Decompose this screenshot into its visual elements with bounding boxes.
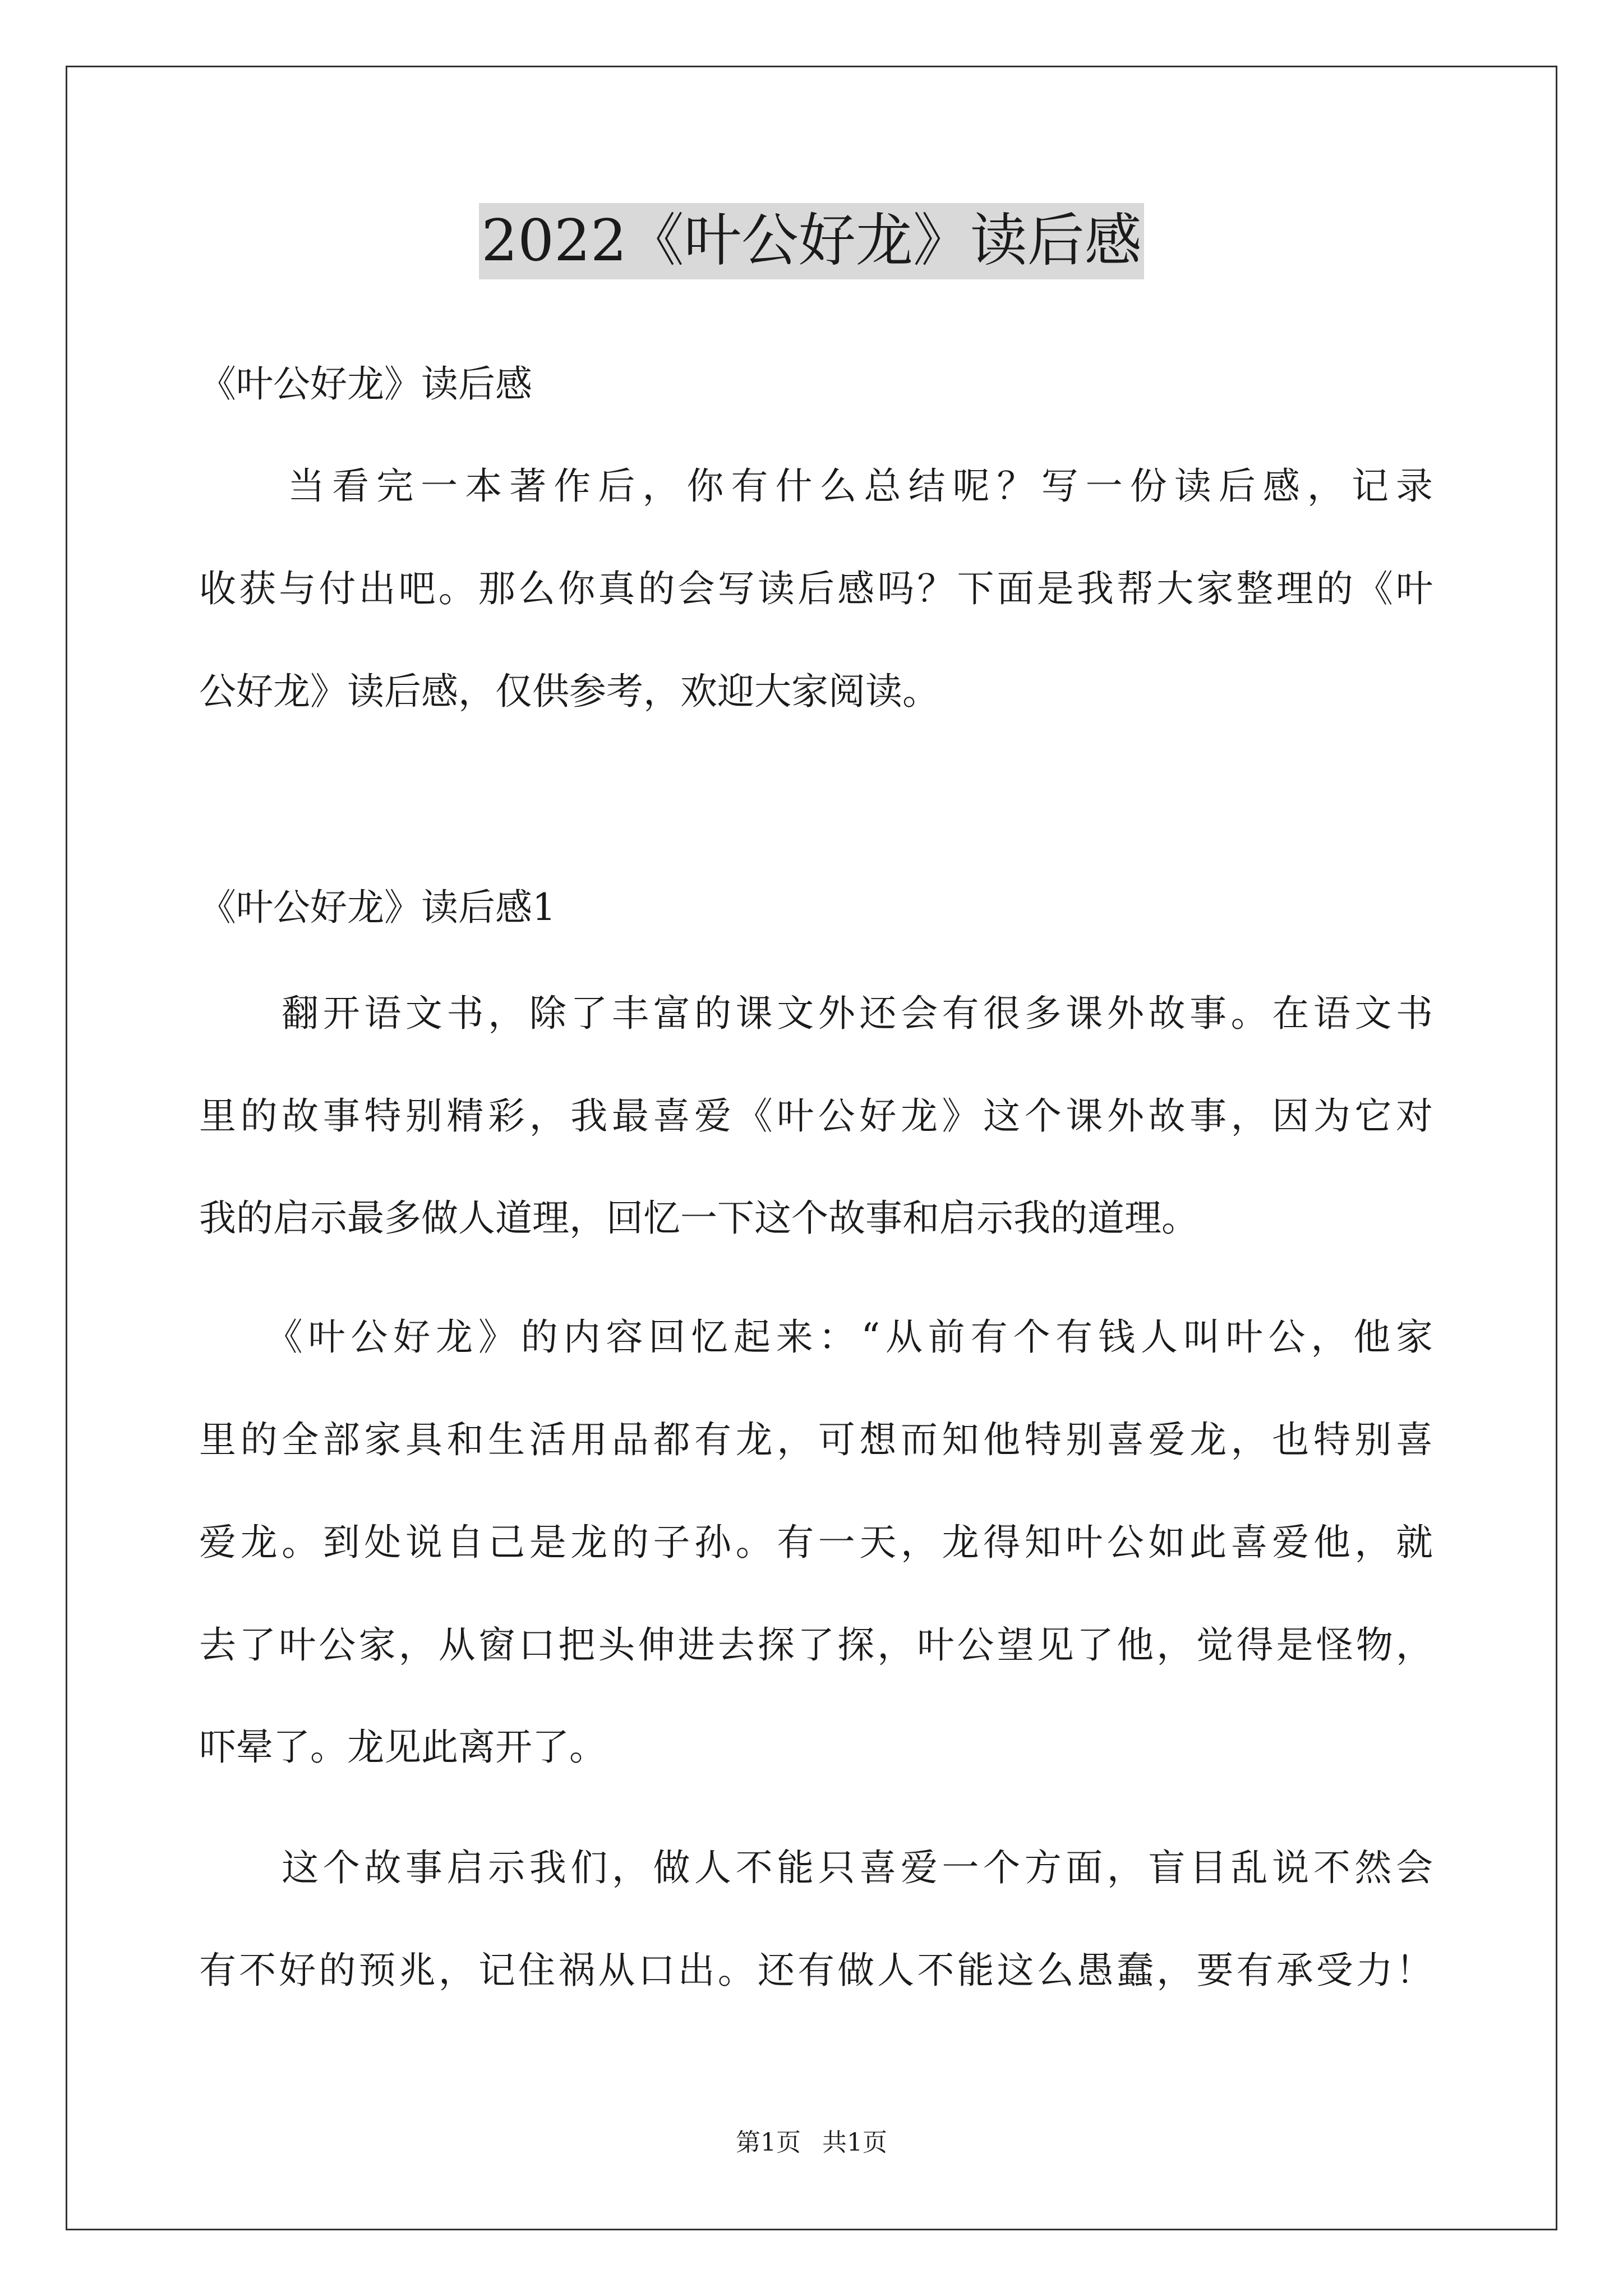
section-heading: 《叶公好龙》读后感1: [199, 886, 556, 929]
paragraph-line: 这个故事启示我们，做人不能只喜爱一个方面，盲目乱说不然会: [199, 1846, 1433, 1889]
paragraph-line: 吓晕了。龙见此离开了。: [199, 1726, 606, 1769]
paragraph-line: 爱龙。到处说自己是龙的子孙。有一天，龙得知叶公如此喜爱他，就: [199, 1521, 1433, 1564]
document-title: 2022《叶公好龙》读后感: [479, 203, 1144, 279]
page-number: 第1页: [736, 2128, 801, 2157]
paragraph-line: 里的全部家具和生活用品都有龙，可想而知他特别喜爱龙，也特别喜: [199, 1418, 1433, 1461]
paragraph-line: 我的启示最多做人道理，回忆一下这个故事和启示我的道理。: [199, 1197, 1198, 1240]
paragraph-line: 有不好的预兆，记住祸从口出。还有做人不能这么愚蠢，要有承受力！: [199, 1949, 1433, 1992]
page-footer: [0, 2126, 1623, 2160]
title-container: [0, 203, 1623, 279]
paragraph-line: 里的故事特别精彩，我最喜爱《叶公好龙》这个课外故事，因为它对: [199, 1094, 1433, 1138]
paragraph-line: 翻开语文书，除了丰富的课文外还会有很多课外故事。在语文书: [199, 992, 1433, 1035]
intro-line: 收获与付出吧。那么你真的会写读后感吗？下面是我帮大家整理的《叶: [199, 567, 1433, 610]
paragraph-line: 《叶公好龙》的内容回忆起来：“从前有个有钱人叫叶公，他家: [199, 1315, 1433, 1359]
paragraph-line: 去了叶公家，从窗口把头伸进去探了探，叶公望见了他，觉得是怪物，: [199, 1623, 1433, 1667]
intro-line: 当看完一本著作后，你有什么总结呢？写一份读后感，记录: [199, 464, 1433, 508]
page-total: 共1页: [822, 2128, 887, 2157]
intro-line: 公好龙》读后感，仅供参考，欢迎大家阅读。: [199, 670, 939, 713]
subtitle: 《叶公好龙》读后感: [199, 362, 532, 406]
